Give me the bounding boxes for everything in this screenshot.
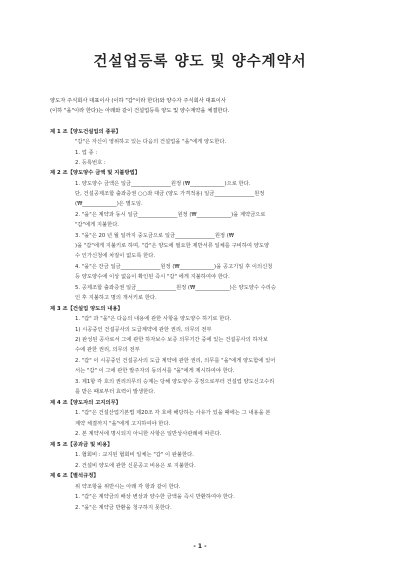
article-3-line: 를 받은 때로부터 효력이 발생한다. xyxy=(75,389,156,395)
article-6-line: 1. "갑"은 계약금의 배상 변상과 양수한 금액을 즉시 반환하여야 한다. xyxy=(75,494,235,500)
article-1-line: 2. 등록번호 : xyxy=(75,160,106,166)
article-4-line: 2. 본 계약서에 명시되지 아니한 사항은 일반상사관례에 따른다. xyxy=(75,431,222,437)
page-number: - 1 - xyxy=(193,543,207,550)
article-5-heading: 제 5 조【공과금 및 비용】 xyxy=(50,442,113,448)
article-4-heading: 제 4 조【양도자의 고지의무】 xyxy=(50,400,121,406)
article-3-line: 3. 제1항 각 호의 권리의무의 승계는 당해 양도양수 공정으로부터 건설업 양도신고수리 xyxy=(75,379,275,385)
article-3-line: 1. "갑" 과 "을"은 다음의 내용에 관한 사항을 양도양수 하기로 한다. xyxy=(75,316,232,322)
article-1-line: "갑"은 자신이 영위하고 있는 다음의 건설업을 "을"에게 양도한다. xyxy=(75,139,227,145)
article-3-line: 수에 관한 권리, 의무의 전부 xyxy=(75,347,140,353)
article-2-line: 2. "을"은 계약과 동시 일금_______________원정 (₩_____________)을 계약금으로 xyxy=(75,212,266,218)
article-1-line: 1. 업 종 : xyxy=(75,150,98,156)
article-2-line: 단, 건설공제조합 출좌증권 ○○좌 대금 (양도 가격적용) 일금_______________원정 xyxy=(75,191,265,197)
article-2-line: 1. 양도양수 금액은 일금_______________원정 (₩_____________)으로 한다. xyxy=(75,181,251,187)
article-2-line: 등 양도양수에 이상 없음이 확인된 즉시 "갑" 에게 지불하여야 한다. xyxy=(75,274,230,280)
intro-line-2: (이하 "을"이라 한다)는 아래와 같이 건설업등록 양도 및 양수계약을 체결한다. xyxy=(50,108,230,114)
article-2-line: 5. 공제조합 출좌증권 일금_______________원정 (₩_____________)은 양도양수 수리승 xyxy=(75,285,277,291)
article-2-line: 인 후 지불하고 명의 개서키로 한다. xyxy=(75,295,157,301)
article-2-line: (₩_____________)은 별도임. xyxy=(75,201,143,207)
article-3-line: 2) 완성된 공사로서 그에 관한 하자보수 보증 의무기간 중에 있는 건설공사의 하자보 xyxy=(75,337,268,343)
article-2-line: 수 인가신청에 차질이 없도록 한다. xyxy=(75,253,156,259)
article-6-heading: 제 6 조【별석규정】 xyxy=(50,473,99,479)
article-2-line: "갑"에게 지불한다. xyxy=(75,222,120,228)
article-4-line: 1. "갑"은 건설산업기본법 제20조 각 호에 해당하는 사유가 있을 때에는 그 내용을 본 xyxy=(75,410,271,416)
page-title: 건설업등록 양도 및 양수계약서 xyxy=(93,54,307,70)
article-1-heading: 제 1 조【양도건설업의 종류】 xyxy=(50,129,121,135)
intro-line-1: 양도자 주식회사 대표이사 (이하 "갑"이라 한다)와 양수자 주식회사 대표이사 xyxy=(50,98,226,104)
article-2-line: 4. "을"은 잔금 일금_______________원정 (₩_____________)을 공고기일 후 이의신청 xyxy=(75,264,273,270)
article-3-line: 2. "갑" 이 시공중인 건설공사의 도급 계약에 관한 권리, 의무를 "을"에게 양도함에 있어 xyxy=(75,358,276,364)
article-3-line: 서는 "갑" 이 그에 관한 발주자의 동의서를 "을"에게 제시하여야 한다. xyxy=(75,368,235,374)
article-6-line: 2. "을"은 계약금 반환을 청구하지 못한다. xyxy=(75,505,172,511)
article-2-line: 3. "을"은 20 년 월 일까지 중도금으로 일금_______________원정 (₩ xyxy=(75,233,235,239)
article-3-heading: 제 3 조【건설업 양도의 내용】 xyxy=(50,306,123,312)
article-2-heading: 제 2 조【양도양수 금액 및 지불방법】 xyxy=(50,170,141,176)
article-3-line: 1) 시공중인 건설공사의 도급계약에 관한 권리, 의무의 전부 xyxy=(75,327,212,333)
article-2-line: )을 "갑"에게 지불키로 하며, "갑"은 양도에 필요한 제반서류 일체를 구비하여 양도양 xyxy=(75,243,270,249)
article-6-line: 위 약조항을 위반시는 아래 각 항과 같이 한다. xyxy=(75,484,181,490)
article-4-line: 계약 체결까지 "을"에게 고지하여야 한다. xyxy=(75,421,171,427)
article-5-line: 2. 건설비 양도에 관한 신문공고 비용은 로 지불한다. xyxy=(75,463,196,469)
article-5-line: 1. 협회비 : 교지된 협회비 일체는 "갑" 이 완불한다. xyxy=(75,452,194,458)
